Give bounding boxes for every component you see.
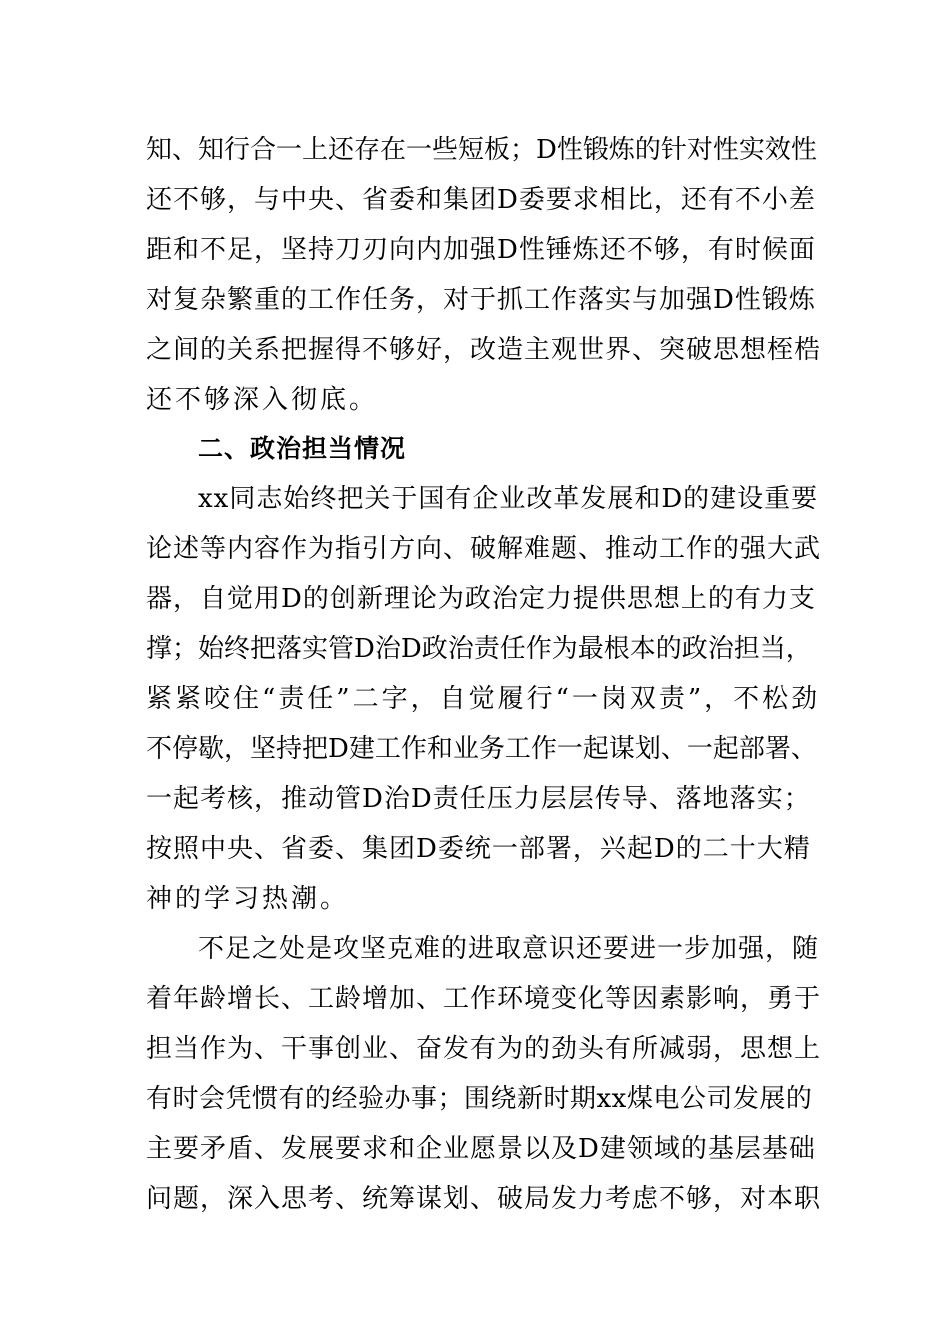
paragraph-line: 神的学习热潮。 xyxy=(146,884,350,914)
paragraph-line: 问题，深入思考、统筹谋划、破局发力考虑不够，对本职 xyxy=(146,1184,822,1214)
paragraph-line: 器，自觉用D的创新理论为政治定力提供思想上的有力支 xyxy=(146,584,816,614)
paragraph-line: 不足之处是攻坚克难的进取意识还要进一步加强，随 xyxy=(198,934,820,964)
paragraph-line: 还不够，与中央、省委和集团D委要求相比，还有不小差 xyxy=(146,185,816,215)
paragraph-line: 担当作为、干事创业、奋发有为的劲头有所减弱，思想上 xyxy=(146,1034,822,1064)
paragraph-line: 知、知行合一上还存在一些短板；D性锻炼的针对性实效性 xyxy=(146,135,817,165)
paragraph-line: 撑；始终把落实管D治D政治责任作为最根本的政治担当， xyxy=(146,634,812,664)
paragraph-line: 不停歇，坚持把D建工作和业务工作一起谋划、一起部署、 xyxy=(146,734,817,764)
paragraph-line: 距和不足，坚持刀刃向内加强D性锤炼还不够，有时候面 xyxy=(146,235,816,265)
paragraph-line: 着年龄增长、工龄增加、工作环境变化等因素影响，勇于 xyxy=(146,984,822,1014)
paragraph-line: 对复杂繁重的工作任务，对于抓工作落实与加强D性锻炼 xyxy=(146,285,816,315)
paragraph-line: 主要矛盾、发展要求和企业愿景以及D建领域的基层基础 xyxy=(146,1134,816,1164)
section-heading: 二、政治担当情况 xyxy=(198,434,407,463)
paragraph-line: 一起考核，推动管D治D责任压力层层传导、落地落实； xyxy=(146,784,811,814)
paragraph-line: 还不够深入彻底。 xyxy=(146,385,379,415)
paragraph-line: 论述等内容作为指引方向、破解难题、推动工作的强大武 xyxy=(146,534,822,564)
paragraph-line: 有时会凭惯有的经验办事；围绕新时期xx煤电公司发展的 xyxy=(146,1084,813,1114)
paragraph-line: 之间的关系把握得不够好，改造主观世界、突破思想桎梏 xyxy=(146,335,822,365)
paragraph-line: 紧紧咬住“责任”二字，自觉履行“一岗双责”，不松劲 xyxy=(146,684,821,714)
paragraph-line: xx同志始终把关于国有企业改革发展和D的建设重要 xyxy=(198,484,819,514)
paragraph-line: 按照中央、省委、集团D委统一部署，兴起D的二十大精 xyxy=(146,834,811,864)
